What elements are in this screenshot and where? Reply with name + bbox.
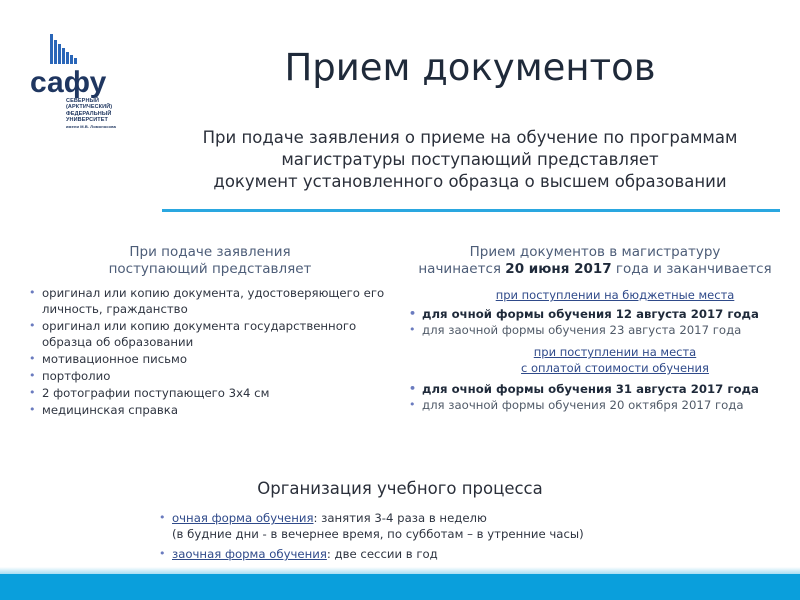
list-item: • оригинал или копию документа государственного образца об образовании: [28, 318, 398, 350]
list-item: • мотивационное письмо: [28, 351, 398, 367]
intro-line-1: При подаче заявления о приеме на обучение по программам: [202, 128, 738, 147]
list-item: • медицинская справка: [28, 402, 398, 418]
deadlines-heading-post: года и заканчивается: [611, 261, 772, 277]
start-date: 20 июня 2017: [505, 261, 612, 277]
paid-deadlines-list: [408, 381, 788, 413]
study-organization-heading: Организация учебного процесса: [257, 479, 543, 498]
full-time-text: : занятия 3-4 раза в неделю: [313, 511, 487, 525]
budget-deadlines-list: [408, 306, 788, 338]
list-item: [158, 510, 718, 542]
divider-line: [162, 209, 780, 212]
list-item: • оригинал или копию документа, удостоверяющего его личность, гражданство: [28, 285, 398, 317]
logo-line-1: СЕВЕРНЫЙ: [66, 98, 100, 104]
documents-heading-line-2: поступающий представляет: [108, 261, 312, 277]
logo-wordmark: сафу: [30, 66, 107, 99]
full-time-link: очная форма обучения: [172, 511, 314, 525]
deadlines-heading-line-1: Прием документов в магистратуру: [469, 244, 721, 260]
list-item: • для очной формы обучения 31 августа 2017 года: [408, 381, 788, 397]
intro-text: [175, 127, 765, 193]
part-time-link: заочная форма обучения: [172, 547, 327, 561]
logo-line-3: ФЕДЕРАЛЬНЫЙ: [66, 110, 112, 117]
list-item: • для заочной формы обучения 23 августа 2017 года: [408, 322, 788, 338]
full-time-schedule: (в будние дни - в вечернее время, по субботам – в утренние часы): [172, 527, 584, 541]
documents-heading-line-1: При подаче заявления: [129, 244, 291, 260]
footer-bar: [0, 574, 800, 600]
deadlines-heading-pre: начинается: [418, 261, 506, 277]
logo-line-2: (АРКТИЧЕСКИЙ): [66, 104, 113, 111]
logo-caption: [66, 98, 118, 130]
budget-places-heading: при поступлении на бюджетные места: [495, 288, 735, 302]
paid-places-heading-line-1: при поступлении на места: [533, 345, 697, 359]
list-item: • портфолио: [28, 368, 398, 384]
intro-line-3: документ установленного образца о высшем образовании: [213, 172, 727, 191]
documents-heading: [60, 244, 360, 278]
logo-line-4: УНИВЕРСИТЕТ: [66, 117, 108, 124]
deadlines-heading: [405, 244, 785, 278]
study-organization-list: [158, 510, 718, 566]
deadlines-heading-line-2: [405, 261, 785, 278]
list-item: • 2 фотографии поступающего 3х4 см: [28, 385, 398, 401]
list-item: • для заочной формы обучения 20 октября 2017 года: [408, 397, 788, 413]
paid-places-heading: [450, 344, 780, 376]
list-item: • для очной формы обучения 12 августа 2017 года: [408, 306, 788, 322]
paid-places-heading-line-2: с оплатой стоимости обучения: [521, 361, 709, 375]
page-title: Прием документов: [284, 46, 656, 89]
part-time-text: : две сессии в год: [326, 547, 438, 561]
documents-list: [28, 285, 398, 419]
intro-line-2: магистратуры поступающий представляет: [281, 150, 659, 169]
list-item: [158, 546, 718, 562]
logo-line-5: имени М.В. Ломоносова: [66, 123, 116, 129]
